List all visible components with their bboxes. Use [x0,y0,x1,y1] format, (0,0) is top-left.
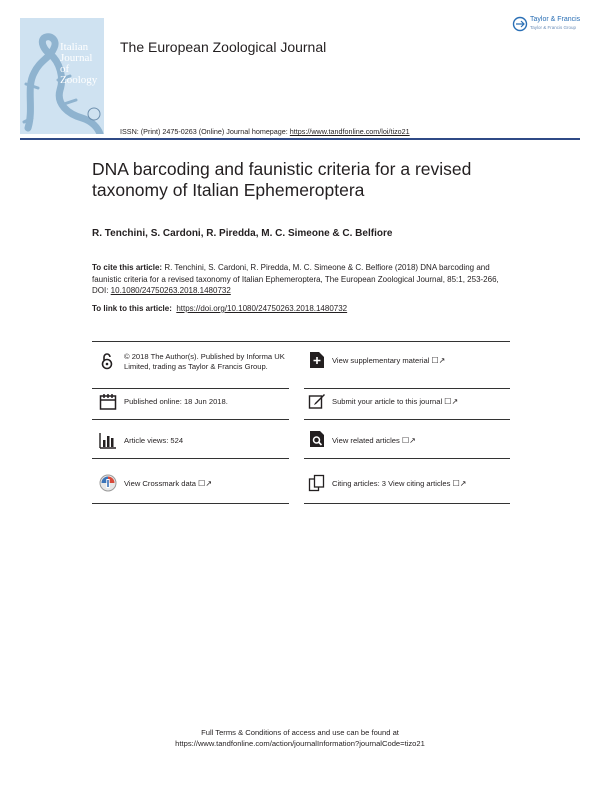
footer-terms-text: Full Terms & Conditions of access and use can be found at [201,728,399,737]
view-supplementary-link[interactable] [332,356,445,366]
cite-doi-link[interactable]: 10.1080/24750263.2018.1480732 [110,286,231,295]
cite-label: To cite this article: [92,263,163,272]
article-link-line [92,304,347,313]
open-access-text: © 2018 The Author(s). Published by Informa UK Limited, trading as Taylor & Francis Group. [124,352,285,371]
cite-text: R. Tenchini, S. Cardoni, R. Piredda, M. C. Simeone & C. Belfiore (2018) DNA barcoding and faunistic criteria for a revised taxonomy of Italian Ephemeroptera, The European Zoological Journal, 85:1, 253-266, DOI: [92,263,499,295]
footer [0,727,600,749]
grid-rule [92,419,289,420]
published-online-text: Published online: 18 Jun 2018. [124,397,228,406]
article-authors: R. Tenchini, S. Cardoni, R. Piredda, M. C. Simeone & C. Belfiore [92,228,393,239]
external-link-icon: ☐↗ [444,397,459,406]
publisher-logo-name: Taylor & Francis [530,16,581,23]
publisher-logo-group: Taylor & Francis Group [530,25,577,30]
journal-homepage-link[interactable]: https://www.tandfonline.com/loi/tizo21 [289,127,410,136]
external-link-icon: ☐↗ [431,356,446,365]
footer-terms-link[interactable]: https://www.tandfonline.com/action/journalInformation?journalCode=tizo21 [175,739,425,748]
link-label: To link to this article: [92,304,172,313]
citing-articles-icon [308,474,326,492]
article-title: DNA barcoding and faunistic criteria for a revised taxonomy of Italian Ephemeroptera [92,159,472,200]
publisher-logo [512,14,584,38]
supplementary-material-icon [308,351,326,369]
grid-rule [92,388,289,389]
grid-rule [304,458,510,459]
view-crossmark-label: View Crossmark data [124,479,197,488]
publisher-logo-icon [512,16,528,32]
calendar-icon [99,393,117,411]
view-crossmark-link[interactable] [124,479,212,489]
external-link-icon: ☐↗ [452,479,467,488]
grid-rule [304,503,510,504]
view-related-label: View related articles [332,436,400,445]
crossmark-icon [99,474,117,492]
bar-chart-icon [99,431,117,449]
open-access-icon [98,352,116,370]
journal-cover-image [20,18,104,134]
related-articles-icon [308,430,326,448]
issn-line [120,127,410,136]
submit-article-label: Submit your article to this journal [332,397,443,406]
view-related-link[interactable] [332,436,416,446]
submit-article-icon [308,392,326,410]
cover-title: Italian Journal of Zoology [60,41,98,86]
view-citing-link[interactable] [332,479,466,489]
article-views-text: Article views: 524 [124,436,184,445]
issn-text: ISSN: (Print) 2475-0263 (Online) Journal homepage: [120,127,290,136]
view-supplementary-label: View supplementary material [332,356,430,365]
external-link-icon: ☐↗ [198,479,213,488]
submit-article-link[interactable] [332,397,458,407]
citation-block [92,262,512,297]
article-doi-link[interactable]: https://doi.org/10.1080/24750263.2018.1480732 [176,304,348,313]
grid-rule [92,458,289,459]
grid-rule [304,388,510,389]
journal-name: The European Zoological Journal [120,39,327,55]
view-citing-label: Citing articles: 3 View citing articles [332,479,451,488]
grid-top-rule [92,341,510,342]
header-divider [20,138,580,140]
external-link-icon: ☐↗ [401,436,416,445]
grid-rule [304,419,510,420]
grid-rule [92,503,289,504]
